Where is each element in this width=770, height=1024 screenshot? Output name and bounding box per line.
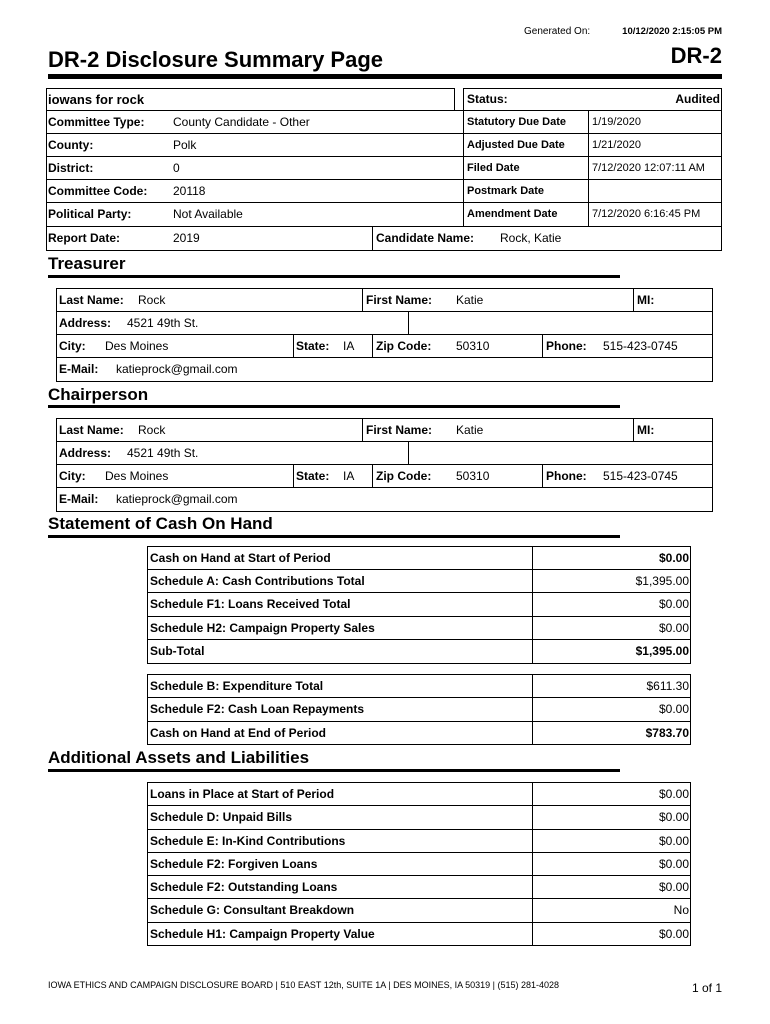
amendment-date-value: 7/12/2020 6:16:45 PM	[592, 208, 701, 220]
statutory-due-date-label-cell	[463, 110, 589, 134]
filed-date-label: Filed Date	[467, 162, 520, 174]
table-row-label	[147, 592, 533, 617]
table-row-label	[147, 852, 533, 876]
political-party-value: Not Available	[173, 207, 243, 221]
cash-on-hand-heading: Statement of Cash On Hand	[48, 514, 273, 533]
chairperson-city-label: City:	[59, 469, 86, 483]
chairperson-mi-cell	[633, 418, 713, 442]
treasurer-phone-cell	[542, 334, 713, 358]
treasurer-city-value: Des Moines	[105, 339, 169, 353]
chairperson-address-extra-cell	[408, 441, 713, 465]
cash-end-value: $783.70	[645, 726, 689, 740]
treasurer-email-cell	[56, 357, 713, 382]
schedule-f1-value: $0.00	[658, 597, 689, 611]
county-cell	[46, 133, 464, 157]
adjusted-due-date-value-cell	[588, 133, 722, 157]
chairperson-state-cell	[293, 464, 373, 488]
committee-code-value: 20118	[173, 184, 206, 198]
treasurer-first-name-cell	[362, 288, 634, 312]
county-value: Polk	[173, 138, 197, 152]
political-party-label: Political Party:	[48, 207, 132, 221]
chairperson-first-name-value: Katie	[456, 423, 484, 437]
committee-type-cell	[46, 110, 464, 134]
chairperson-last-name-label: Last Name:	[59, 423, 124, 437]
table-row-value	[532, 569, 691, 593]
treasurer-zip-value: 50310	[456, 339, 490, 353]
committee-type-value: County Candidate - Other	[173, 115, 310, 129]
political-party-cell	[46, 202, 464, 227]
table-row-label	[147, 898, 533, 923]
schedule-e-label: Schedule E: In-Kind Contributions	[150, 834, 346, 848]
chairperson-heading-rule	[48, 405, 620, 408]
adjusted-due-date-label-cell	[463, 133, 589, 157]
schedule-f2-repayments-label: Schedule F2: Cash Loan Repayments	[150, 702, 365, 716]
chairperson-state-label: State:	[296, 469, 330, 483]
treasurer-phone-label: Phone:	[546, 339, 587, 353]
title-rule	[48, 74, 722, 79]
chairperson-address-cell	[56, 441, 409, 465]
schedule-f2-forgiven-value: $0.00	[658, 857, 689, 871]
table-row-label	[147, 829, 533, 853]
treasurer-last-name-value: Rock	[138, 293, 166, 307]
status-label: Status:	[467, 92, 508, 106]
postmark-date-label-cell	[463, 179, 589, 203]
assets-liabilities-heading: Additional Assets and Liabilities	[48, 748, 310, 767]
postmark-date-value-cell	[588, 179, 722, 203]
table-row-value	[532, 852, 691, 876]
table-row-value	[532, 829, 691, 853]
table-row-value	[532, 674, 691, 698]
schedule-d-value: $0.00	[658, 810, 689, 824]
chairperson-city-value: Des Moines	[105, 469, 169, 483]
treasurer-zip-label: Zip Code:	[376, 339, 432, 353]
committee-code-label: Committee Code:	[48, 184, 148, 198]
district-value: 0	[173, 161, 180, 175]
committee-type-label: Committee Type:	[48, 115, 145, 129]
page-number: 1 of 1	[691, 981, 722, 995]
treasurer-city-label: City:	[59, 339, 86, 353]
chairperson-phone-value: 515-423-0745	[603, 469, 678, 483]
treasurer-email-value: katieprock@gmail.com	[116, 362, 238, 376]
chairperson-first-name-cell	[362, 418, 634, 442]
loans-start-value: $0.00	[658, 787, 689, 801]
chairperson-address-value: 4521 49th St.	[127, 446, 199, 460]
schedule-b-value: $611.30	[646, 679, 689, 693]
amendment-date-label: Amendment Date	[467, 208, 558, 220]
treasurer-mi-label: MI:	[637, 293, 655, 307]
treasurer-first-name-value: Katie	[456, 293, 484, 307]
chairperson-email-value: katieprock@gmail.com	[116, 492, 238, 506]
chairperson-first-name-label: First Name:	[366, 423, 433, 437]
cash-start-value: $0.00	[658, 551, 689, 565]
cash-end-label: Cash on Hand at End of Period	[150, 726, 327, 740]
chairperson-phone-cell	[542, 464, 713, 488]
table-row-value	[532, 922, 691, 946]
chairperson-phone-label: Phone:	[546, 469, 587, 483]
report-date-value: 2019	[173, 231, 200, 245]
district-cell	[46, 156, 464, 180]
table-row-value	[532, 875, 691, 899]
table-row-value	[532, 616, 691, 640]
schedule-b-label: Schedule B: Expenditure Total	[150, 679, 324, 693]
form-code: DR-2	[670, 43, 722, 68]
table-row-label	[147, 639, 533, 664]
treasurer-city-cell	[56, 334, 294, 358]
loans-start-label: Loans in Place at Start of Period	[150, 787, 335, 801]
treasurer-heading: Treasurer	[48, 254, 126, 273]
schedule-h2-label: Schedule H2: Campaign Property Sales	[150, 621, 375, 635]
filed-date-value: 7/12/2020 12:07:11 AM	[592, 162, 705, 174]
filed-date-value-cell	[588, 156, 722, 180]
table-row-label	[147, 805, 533, 830]
adjusted-due-date-value: 1/21/2020	[592, 139, 641, 151]
report-date-label: Report Date:	[48, 231, 121, 245]
status-box	[463, 88, 722, 111]
candidate-name-value: Rock, Katie	[500, 231, 562, 245]
postmark-date-label: Postmark Date	[467, 185, 545, 197]
report-date-cell	[46, 226, 373, 251]
committee-name-box	[46, 88, 455, 111]
treasurer-zip-cell	[372, 334, 543, 358]
statutory-due-date-label: Statutory Due Date	[467, 116, 567, 128]
status-value: Audited	[675, 92, 720, 106]
footer-board-info: IOWA ETHICS AND CAMPAIGN DISCLOSURE BOARD | 510 EAST 12th, SUITE 1A | DES MOINES, IA 50319 | (515) 281-4028	[48, 980, 560, 990]
chairperson-zip-value: 50310	[456, 469, 490, 483]
treasurer-mi-cell	[633, 288, 713, 312]
schedule-f2-forgiven-label: Schedule F2: Forgiven Loans	[150, 857, 318, 871]
treasurer-address-extra-cell	[408, 311, 713, 335]
treasurer-address-label: Address:	[59, 316, 112, 330]
adjusted-due-date-label: Adjusted Due Date	[467, 139, 565, 151]
subtotal-label: Sub-Total	[150, 644, 205, 658]
table-row-value	[532, 546, 691, 570]
county-label: County:	[48, 138, 94, 152]
treasurer-last-name-cell	[56, 288, 363, 312]
table-row-value	[532, 697, 691, 722]
schedule-f2-outstanding-value: $0.00	[658, 880, 689, 894]
table-row-value	[532, 805, 691, 830]
treasurer-first-name-label: First Name:	[366, 293, 433, 307]
schedule-h2-value: $0.00	[658, 621, 689, 635]
chairperson-last-name-cell	[56, 418, 363, 442]
treasurer-state-value: IA	[343, 339, 355, 353]
assets-liabilities-heading-rule	[48, 769, 620, 772]
statutory-due-date-value-cell	[588, 110, 722, 134]
table-row-label	[147, 616, 533, 640]
table-row-label	[147, 697, 533, 722]
generated-on-value: 10/12/2020 2:15:05 PM	[622, 26, 722, 37]
schedule-f2-outstanding-label: Schedule F2: Outstanding Loans	[150, 880, 338, 894]
treasurer-phone-value: 515-423-0745	[603, 339, 678, 353]
schedule-a-value: $1,395.00	[635, 574, 689, 588]
committee-name: iowans for rock	[48, 92, 145, 107]
treasurer-address-cell	[56, 311, 409, 335]
filed-date-label-cell	[463, 156, 589, 180]
table-row-value	[532, 592, 691, 617]
table-row-value	[532, 639, 691, 664]
chairperson-address-label: Address:	[59, 446, 112, 460]
treasurer-state-label: State:	[296, 339, 330, 353]
schedule-a-label: Schedule A: Cash Contributions Total	[150, 574, 365, 588]
candidate-name-cell	[372, 226, 722, 251]
amendment-date-value-cell	[588, 202, 722, 227]
cash-start-label: Cash on Hand at Start of Period	[150, 551, 331, 565]
schedule-h1-value: $0.00	[658, 927, 689, 941]
generated-on-label: Generated On:	[524, 26, 591, 37]
chairperson-last-name-value: Rock	[138, 423, 166, 437]
table-row-label	[147, 922, 533, 946]
chairperson-email-label: E-Mail:	[59, 492, 99, 506]
chairperson-zip-cell	[372, 464, 543, 488]
treasurer-email-label: E-Mail:	[59, 362, 99, 376]
table-row-label	[147, 569, 533, 593]
schedule-d-label: Schedule D: Unpaid Bills	[150, 810, 293, 824]
table-row-label	[147, 782, 533, 806]
table-row-label	[147, 875, 533, 899]
table-row-label	[147, 546, 533, 570]
chairperson-email-cell	[56, 487, 713, 512]
table-row-label	[147, 674, 533, 698]
subtotal-value: $1,395.00	[635, 644, 689, 658]
schedule-e-value: $0.00	[658, 834, 689, 848]
treasurer-heading-rule	[48, 275, 620, 278]
amendment-date-label-cell	[463, 202, 589, 227]
chairperson-mi-label: MI:	[637, 423, 655, 437]
table-row-value	[532, 721, 691, 745]
table-row-label	[147, 721, 533, 745]
treasurer-state-cell	[293, 334, 373, 358]
schedule-g-label: Schedule G: Consultant Breakdown	[150, 903, 355, 917]
schedule-g-value: No	[673, 903, 689, 917]
chairperson-city-cell	[56, 464, 294, 488]
cash-on-hand-heading-rule	[48, 535, 620, 538]
statutory-due-date-value: 1/19/2020	[592, 116, 641, 128]
treasurer-last-name-label: Last Name:	[59, 293, 124, 307]
schedule-f1-label: Schedule F1: Loans Received Total	[150, 597, 351, 611]
table-row-value	[532, 898, 691, 923]
treasurer-address-value: 4521 49th St.	[127, 316, 199, 330]
chairperson-state-value: IA	[343, 469, 355, 483]
district-label: District:	[48, 161, 94, 175]
chairperson-zip-label: Zip Code:	[376, 469, 432, 483]
page-title: DR-2 Disclosure Summary Page	[48, 47, 384, 72]
chairperson-heading: Chairperson	[48, 385, 149, 404]
candidate-name-label: Candidate Name:	[376, 231, 475, 245]
committee-code-cell	[46, 179, 464, 203]
table-row-value	[532, 782, 691, 806]
schedule-h1-label: Schedule H1: Campaign Property Value	[150, 927, 375, 941]
schedule-f2-repayments-value: $0.00	[658, 702, 689, 716]
